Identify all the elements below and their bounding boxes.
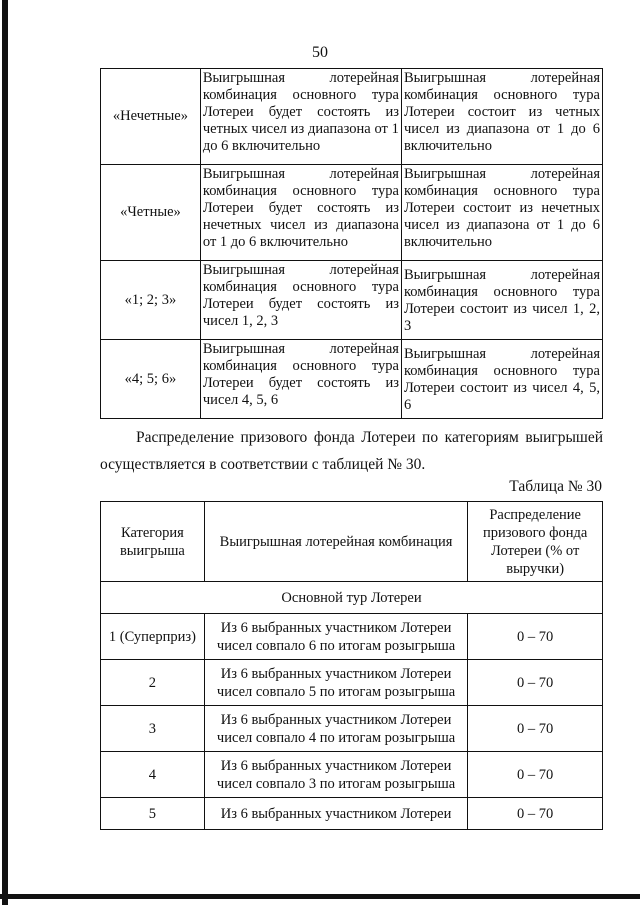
outcome-label: «Четные» bbox=[101, 165, 201, 261]
header-distribution: Распределение призового фонда Лотереи (% от выручки) bbox=[468, 502, 603, 582]
win-condition: Выигрышная лотерейная комбинация основного тура Лотереи будет состоять из чисел 1, 2, 3 bbox=[200, 261, 401, 340]
section-row bbox=[101, 582, 603, 614]
lose-condition: Выигрышная лотерейная комбинация основного тура Лотереи состоит из четных чисел из диапазона от 1 до 6 включительно bbox=[401, 69, 602, 165]
page-number: 50 bbox=[312, 44, 328, 61]
table-row bbox=[101, 340, 603, 419]
table-caption: Таблица № 30 bbox=[509, 478, 602, 495]
scan-left-edge bbox=[2, 0, 8, 905]
prize-distribution-table bbox=[100, 501, 603, 830]
share-cell: 0 – 70 bbox=[468, 752, 603, 798]
combination-cell: Из 6 выбранных участником Лотереи чисел совпало 4 по итогам розыгрыша bbox=[204, 706, 468, 752]
win-condition: Выигрышная лотерейная комбинация основного тура Лотереи будет состоять из четных чисел из диапазона от 1 до 6 включительно bbox=[200, 69, 401, 165]
table-row bbox=[101, 660, 603, 706]
win-condition: Выигрышная лотерейная комбинация основного тура Лотереи будет состоять из нечетных чисел из диапазона от 1 до 6 включительно bbox=[200, 165, 401, 261]
table-row bbox=[101, 165, 603, 261]
category-cell: 3 bbox=[101, 706, 205, 752]
category-cell: 1 (Суперприз) bbox=[101, 614, 205, 660]
table-row bbox=[101, 752, 603, 798]
outcome-label: «Нечетные» bbox=[101, 69, 201, 165]
paragraph-line-1: Распределение призового фонда Лотереи по категориям выигрышей bbox=[136, 429, 603, 446]
category-cell: 5 bbox=[101, 798, 205, 830]
table-header-row bbox=[101, 502, 603, 582]
share-cell: 0 – 70 bbox=[468, 660, 603, 706]
scan-bottom-edge bbox=[0, 894, 640, 899]
combination-cell: Из 6 выбранных участником Лотереи чисел совпало 3 по итогам розыгрыша bbox=[204, 752, 468, 798]
combination-cell: Из 6 выбранных участником Лотереи bbox=[204, 798, 468, 830]
share-cell: 0 – 70 bbox=[468, 614, 603, 660]
table-row bbox=[101, 798, 603, 830]
section-title: Основной тур Лотереи bbox=[101, 582, 603, 614]
combination-cell: Из 6 выбранных участником Лотереи чисел совпало 5 по итогам розыгрыша bbox=[204, 660, 468, 706]
share-cell: 0 – 70 bbox=[468, 706, 603, 752]
paragraph-line-2: осуществляется в соответствии с таблицей № 30. bbox=[100, 456, 426, 473]
category-cell: 4 bbox=[101, 752, 205, 798]
lose-condition: Выигрышная лотерейная комбинация основного тура Лотереи состоит из чисел 4, 5, 6 bbox=[401, 340, 602, 419]
category-cell: 2 bbox=[101, 660, 205, 706]
header-combination: Выигрышная лотерейная комбинация bbox=[204, 502, 468, 582]
table-row bbox=[101, 614, 603, 660]
outcome-label: «4; 5; 6» bbox=[101, 340, 201, 419]
lose-condition: Выигрышная лотерейная комбинация основного тура Лотереи состоит из нечетных чисел из диапазона от 1 до 6 включительно bbox=[401, 165, 602, 261]
table-row bbox=[101, 706, 603, 752]
combination-cell: Из 6 выбранных участником Лотереи чисел совпало 6 по итогам розыгрыша bbox=[204, 614, 468, 660]
header-category: Категория выигрыша bbox=[101, 502, 205, 582]
outcome-label: «1; 2; 3» bbox=[101, 261, 201, 340]
table-row bbox=[101, 261, 603, 340]
win-condition: Выигрышная лотерейная комбинация основного тура Лотереи будет состоять из чисел 4, 5, 6 bbox=[200, 340, 401, 419]
table-row bbox=[101, 69, 603, 165]
outcome-table bbox=[100, 68, 603, 419]
lose-condition: Выигрышная лотерейная комбинация основного тура Лотереи состоит из чисел 1, 2, 3 bbox=[401, 261, 602, 340]
distribution-paragraph bbox=[100, 424, 603, 478]
share-cell: 0 – 70 bbox=[468, 798, 603, 830]
